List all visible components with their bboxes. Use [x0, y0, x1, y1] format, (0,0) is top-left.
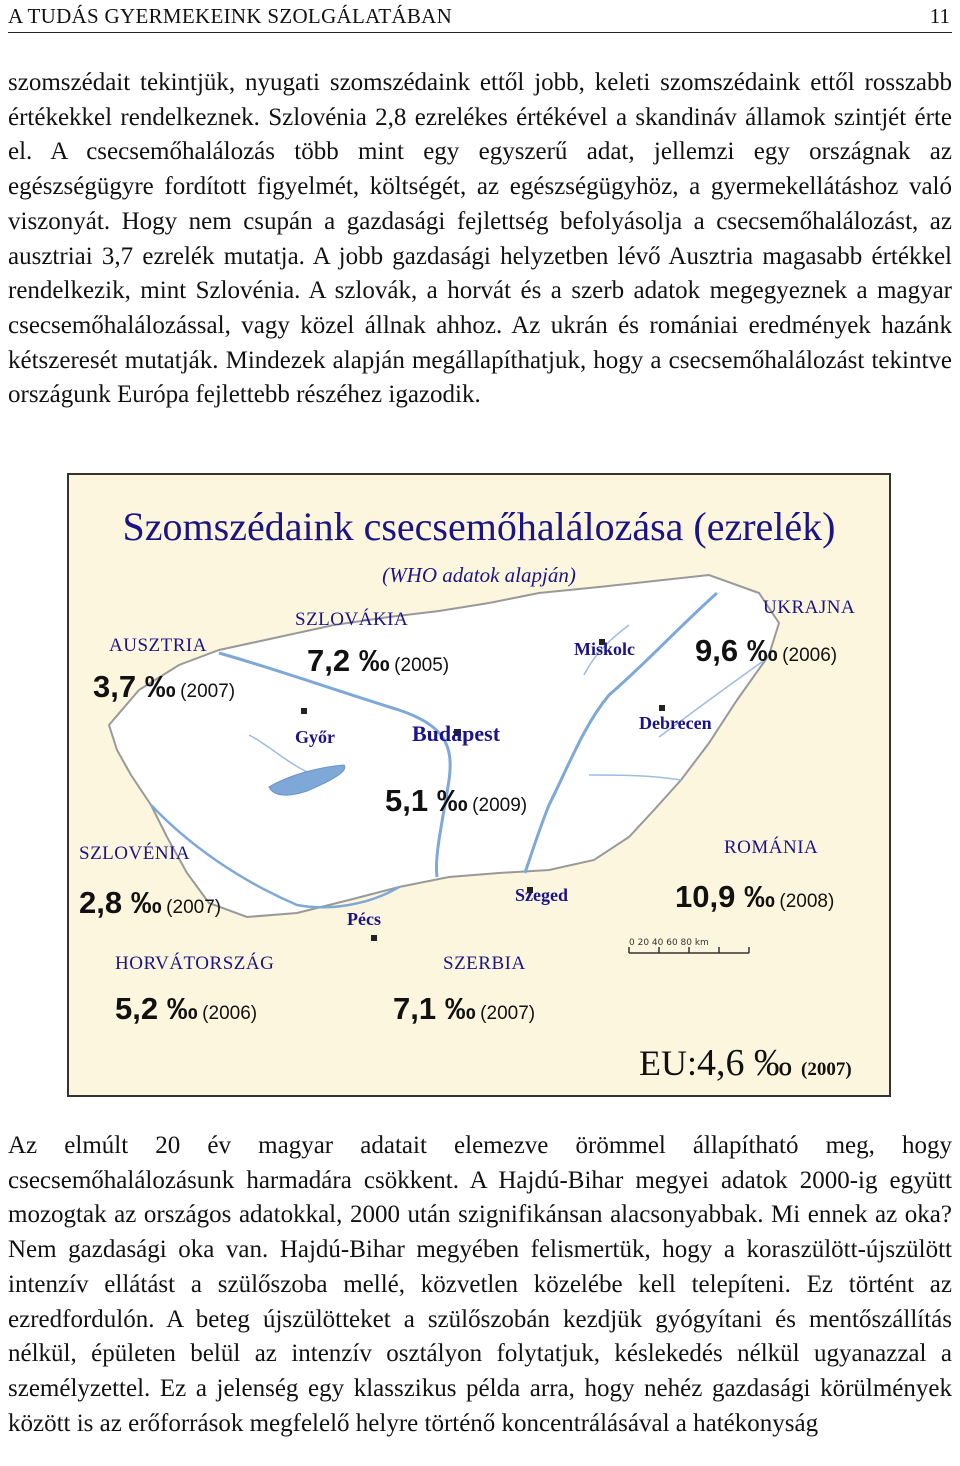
rate-slovenia: 2,8 ‰ (2007)	[79, 885, 222, 920]
rate-romania: 10,9 ‰ (2008)	[675, 879, 835, 914]
body-paragraph-2: Az elmúlt 20 év magyar adatait elemezve örömmel állapítható meg, hogy csecsemőhalálozásunk harmadára csökkent. A Hajdú-Bihar megyei adatok 2000-ig együtt mozogtak az országos adatokkal, 2000 után szignifikánsan alacsonyabbak. Mi ennek az oka? Nem gazdasági oka van. Hajdú-Bihar megyében felismertük, hogy a koraszülött-újszülött intenzív ellátást a szülőszoba mellé, közvetlen közelébe kell telepíteni. Ez történt az ezredfordulón. A beteg újszülötteket a szülőszobán kezdjük gyógyítani és mentőszállítás nélkül, épületen belül az intenzív osztályon folytatjuk, késlekedés nélkül ugyanazzal a személyzettel. Ez a jelenség egy klasszikus példa arra, hogy nehéz gazdasági körülmények között is az erőforrások megfelelő helyre történő koncentrálásával a hatékonyság	[8, 1132, 952, 1437]
country-name-serbia: SZERBIA	[443, 953, 526, 974]
country-name-croatia: HORVÁTORSZÁG	[115, 953, 275, 974]
rate-serbia: 7,1 ‰ (2007)	[393, 991, 536, 1026]
rate-austria: 3,7 ‰ (2007)	[93, 669, 236, 704]
city-debrecen: Debrecen	[639, 713, 712, 733]
city-miskolc: Miskolc	[574, 639, 635, 659]
city-gyor: Győr	[295, 727, 335, 747]
rate-ukraine: 9,6 ‰ (2006)	[695, 633, 838, 668]
body-paragraph-1: szomszédait tekintjük, nyugati szomszédaink ettől jobb, keleti szomszédaink ettől rosszabb értékekkel rendelkeznek. Szlovénia 2,8 ezrelékes értékével a skandináv államok szintjét érte el. A csecsemőhalálozás több mint egy egyszerű adat, jellemzi egy országnak az egészségügyre fordított figyelmét, költségét, az egészségügyhöz, a gyermekellátáshoz való viszonyát. Hogy nem csupán a gazdasági fejlettség befolyásolja a csecsemőhalálozást, az ausztriai 3,7 ezrelék mutatja. A jobb gazdasági helyzetben lévő Ausztria magasabb értékkel rendelkezik, mint Szlovénia. A szlovák, a horvát és a szerb adatok megegyeznek a magyar csecsemőhalálozással, vagy közel állnak ahhoz. Az ukrán és romániai eredmények hazánk kétszeresét mutatják. Mindezek alapján megállapíthatjuk, hogy a csecsemőhalálozást tekintve országunk Európa fejlettebb részéhez igazodik.	[8, 69, 952, 409]
running-title: A TUDÁS GYERMEKEINK SZOLGÁLATÁBAN	[8, 4, 453, 28]
rate-croatia: 5,2 ‰ (2006)	[115, 991, 258, 1026]
country-name-slovenia: SZLOVÉNIA	[79, 843, 191, 864]
city-budapest: Budapest	[412, 721, 501, 746]
page-number: 11	[929, 4, 950, 28]
country-name-ukraine: UKRAJNA	[763, 597, 856, 618]
eu-average: EU:4,6 ‰ (2007)	[639, 1042, 852, 1084]
country-name-romania: ROMÁNIA	[724, 837, 819, 858]
rate-hungary: 5,1 ‰ (2009)	[385, 783, 528, 818]
city-pecs: Pécs	[347, 909, 381, 929]
infant-mortality-map-figure	[67, 473, 891, 1097]
page-header	[8, 0, 952, 33]
figure-subtitle: (WHO adatok alapján)	[382, 563, 576, 587]
city-szeged: Szeged	[515, 885, 568, 905]
country-name-austria: AUSZTRIA	[109, 635, 207, 656]
svg-text:0 20 40 60 80 km: 0 20 40 60 80 km	[629, 938, 709, 948]
country-name-slovakia: SZLOVÁKIA	[295, 609, 409, 630]
rate-slovakia: 7,2 ‰ (2005)	[307, 643, 450, 678]
figure-title: Szomszédaink csecsemőhalálozása (ezrelék)	[122, 504, 836, 549]
